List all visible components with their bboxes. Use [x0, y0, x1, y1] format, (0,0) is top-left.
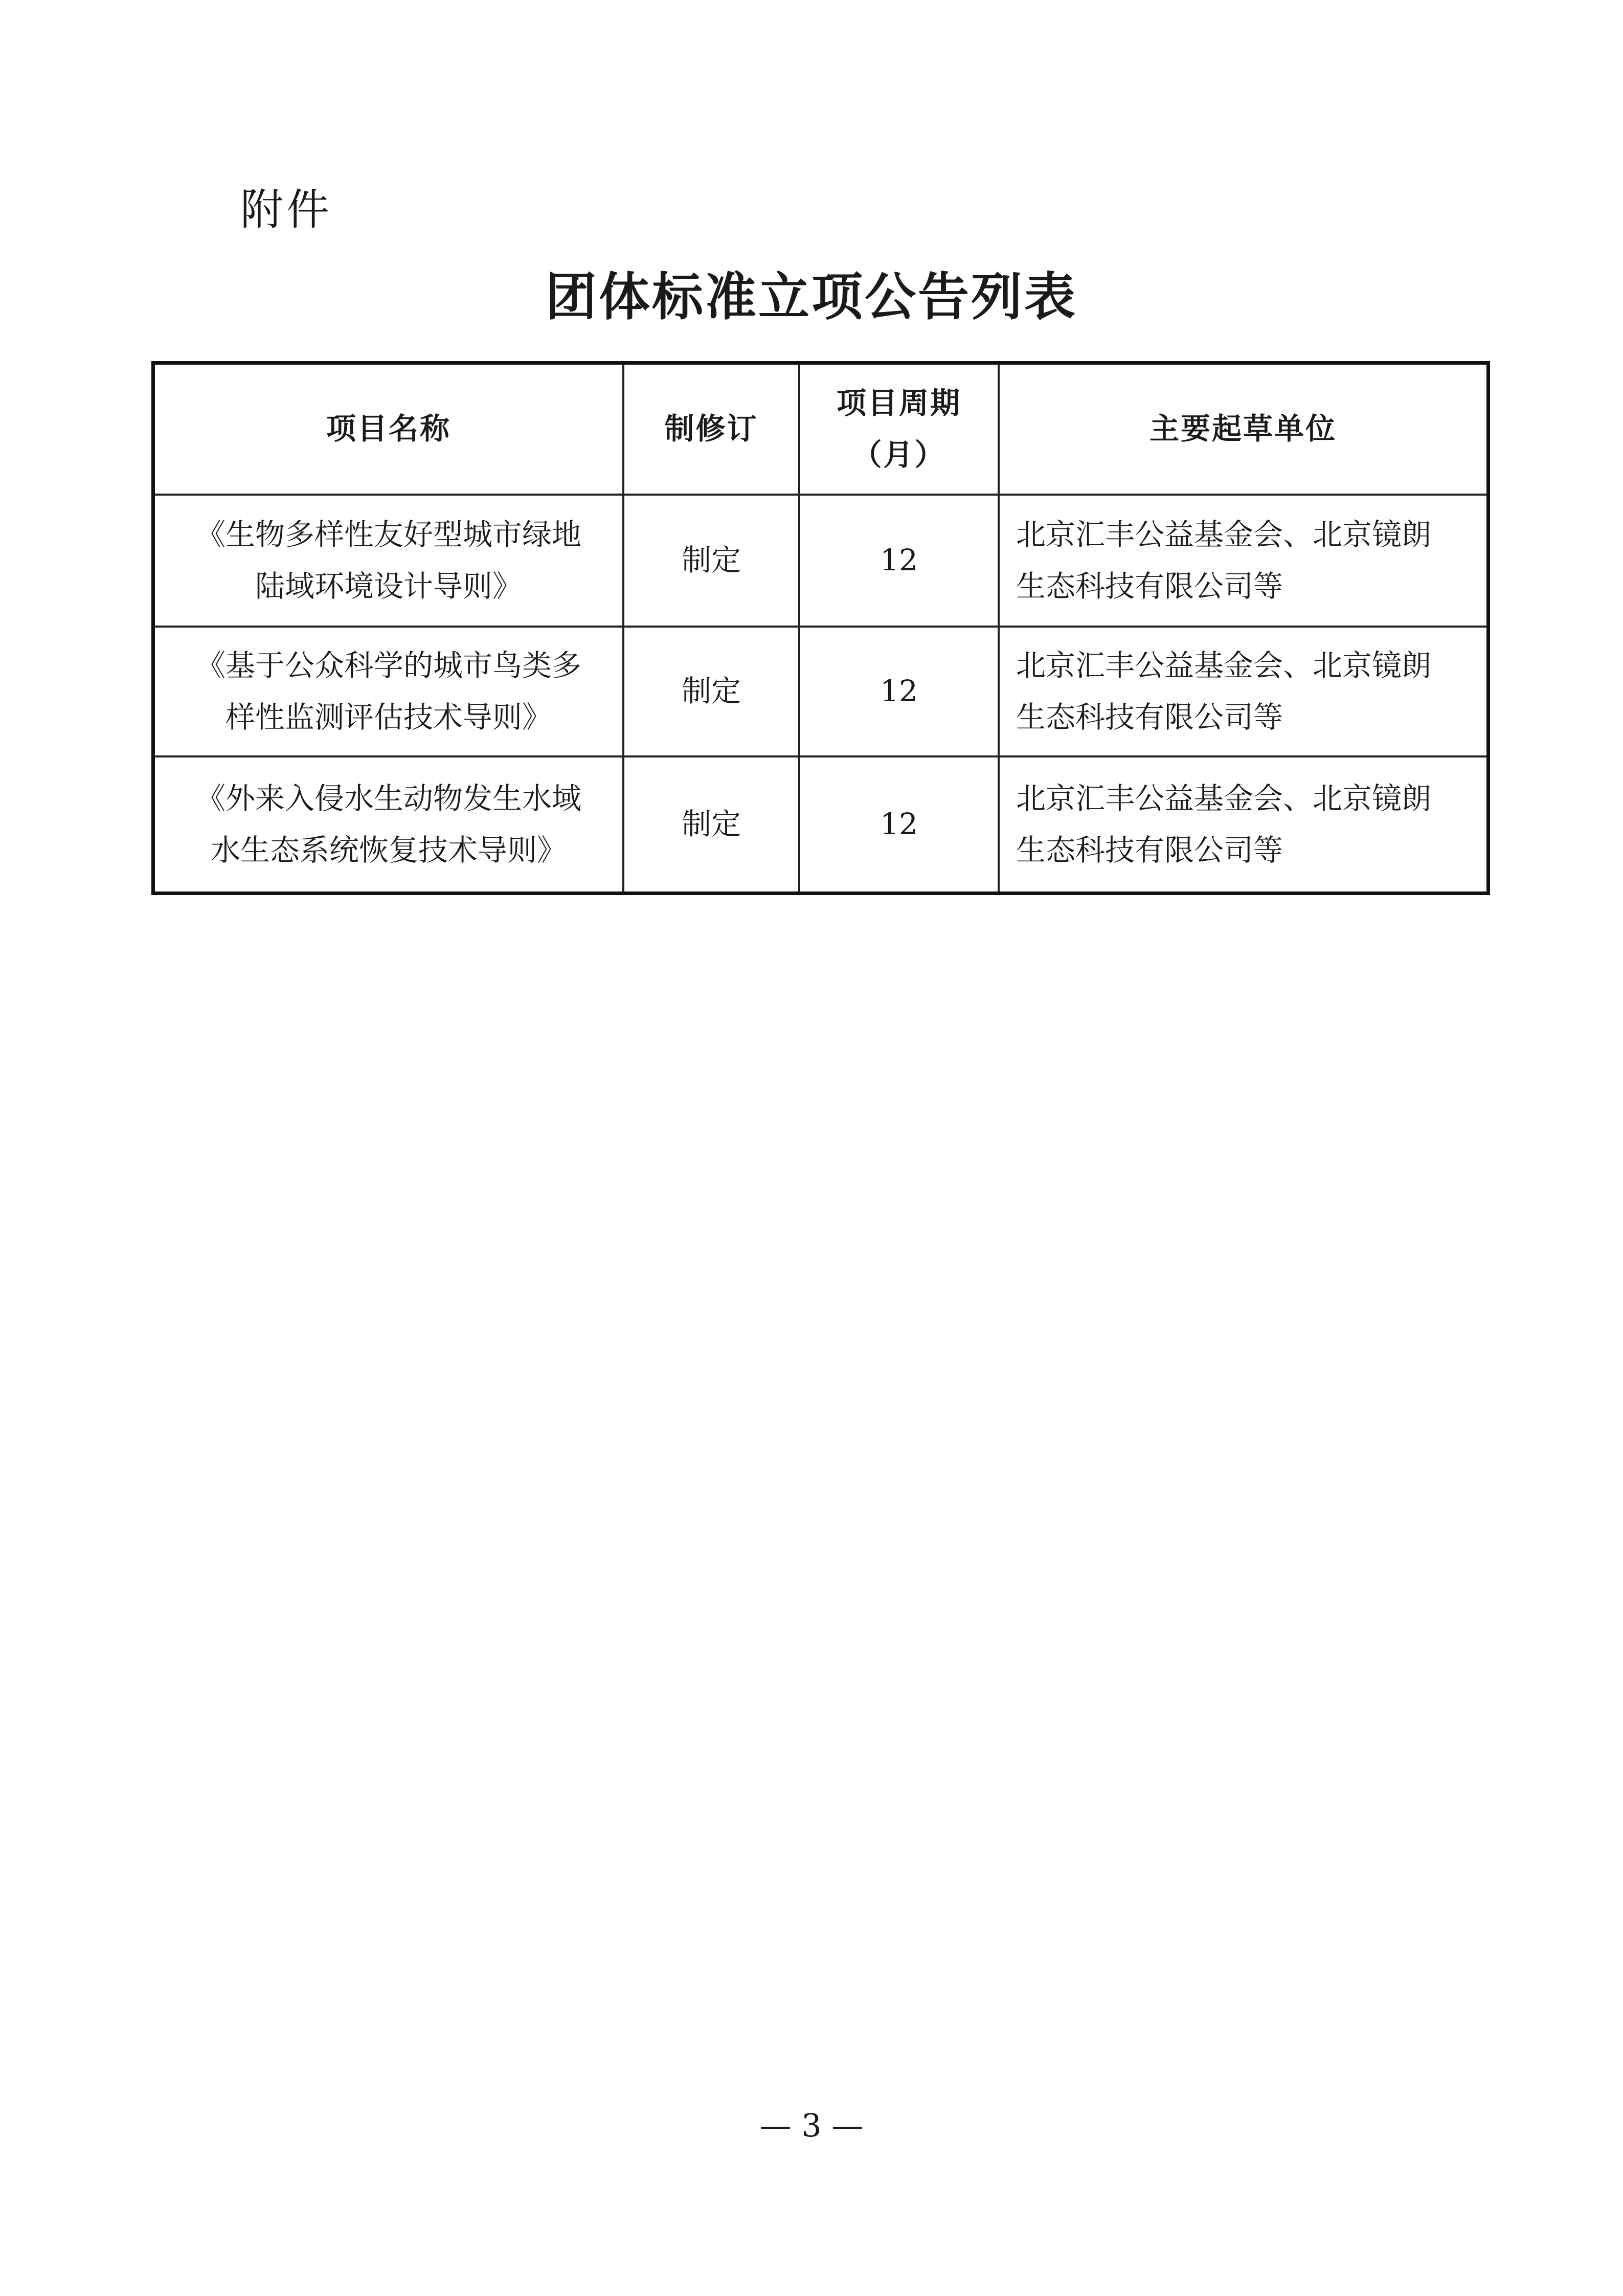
drafting-unit-line1: 北京汇丰公益基金会、北京镜朗 — [1016, 517, 1432, 552]
cell-drafting-unit — [999, 495, 1486, 627]
annex-label: 附件 — [240, 185, 333, 235]
header-drafting-unit: 主要起草单位 — [999, 365, 1486, 495]
cell-revision-type: 制定 — [623, 756, 799, 891]
project-name-line1: 《生物多样性友好型城市绿地 — [195, 517, 581, 552]
table-row — [155, 627, 1486, 756]
project-name-line2: 水生态系统恢复技术导则》 — [210, 833, 567, 867]
project-table — [151, 361, 1490, 895]
project-name-line2: 陆域环境设计导则》 — [255, 569, 522, 604]
header-project-cycle-line1: 项目周期 — [836, 385, 961, 420]
cell-project-cycle: 12 — [799, 495, 999, 627]
cell-revision-type: 制定 — [623, 627, 799, 756]
cell-project-cycle: 12 — [799, 756, 999, 891]
header-project-cycle — [799, 365, 999, 495]
page-number: — 3 — — [759, 2107, 864, 2144]
cell-drafting-unit — [999, 627, 1486, 756]
drafting-unit-line2: 生态科技有限公司等 — [1016, 569, 1283, 604]
cell-drafting-unit — [999, 756, 1486, 891]
table-row — [155, 495, 1486, 627]
project-table-grid — [155, 365, 1486, 891]
document-title: 团体标准立项公告列表 — [546, 266, 1077, 327]
drafting-unit-line1: 北京汇丰公益基金会、北京镜朗 — [1016, 648, 1432, 683]
header-revision-type: 制修订 — [623, 365, 799, 495]
cell-project-name — [155, 627, 623, 756]
project-name-line1: 《基于公众科学的城市鸟类多 — [195, 648, 581, 683]
cell-project-name — [155, 756, 623, 891]
project-name-line2: 样性监测评估技术导则》 — [225, 700, 552, 734]
table-row — [155, 756, 1486, 891]
project-name-line1: 《外来入侵水生动物发生水域 — [195, 781, 581, 816]
table-header-row — [155, 365, 1486, 495]
drafting-unit-line2: 生态科技有限公司等 — [1016, 833, 1283, 867]
cell-project-cycle: 12 — [799, 627, 999, 756]
header-project-cycle-line2: （月） — [852, 437, 946, 472]
cell-revision-type: 制定 — [623, 495, 799, 627]
cell-project-name — [155, 495, 623, 627]
header-project-name: 项目名称 — [155, 365, 623, 495]
drafting-unit-line2: 生态科技有限公司等 — [1016, 700, 1283, 734]
drafting-unit-line1: 北京汇丰公益基金会、北京镜朗 — [1016, 781, 1432, 816]
